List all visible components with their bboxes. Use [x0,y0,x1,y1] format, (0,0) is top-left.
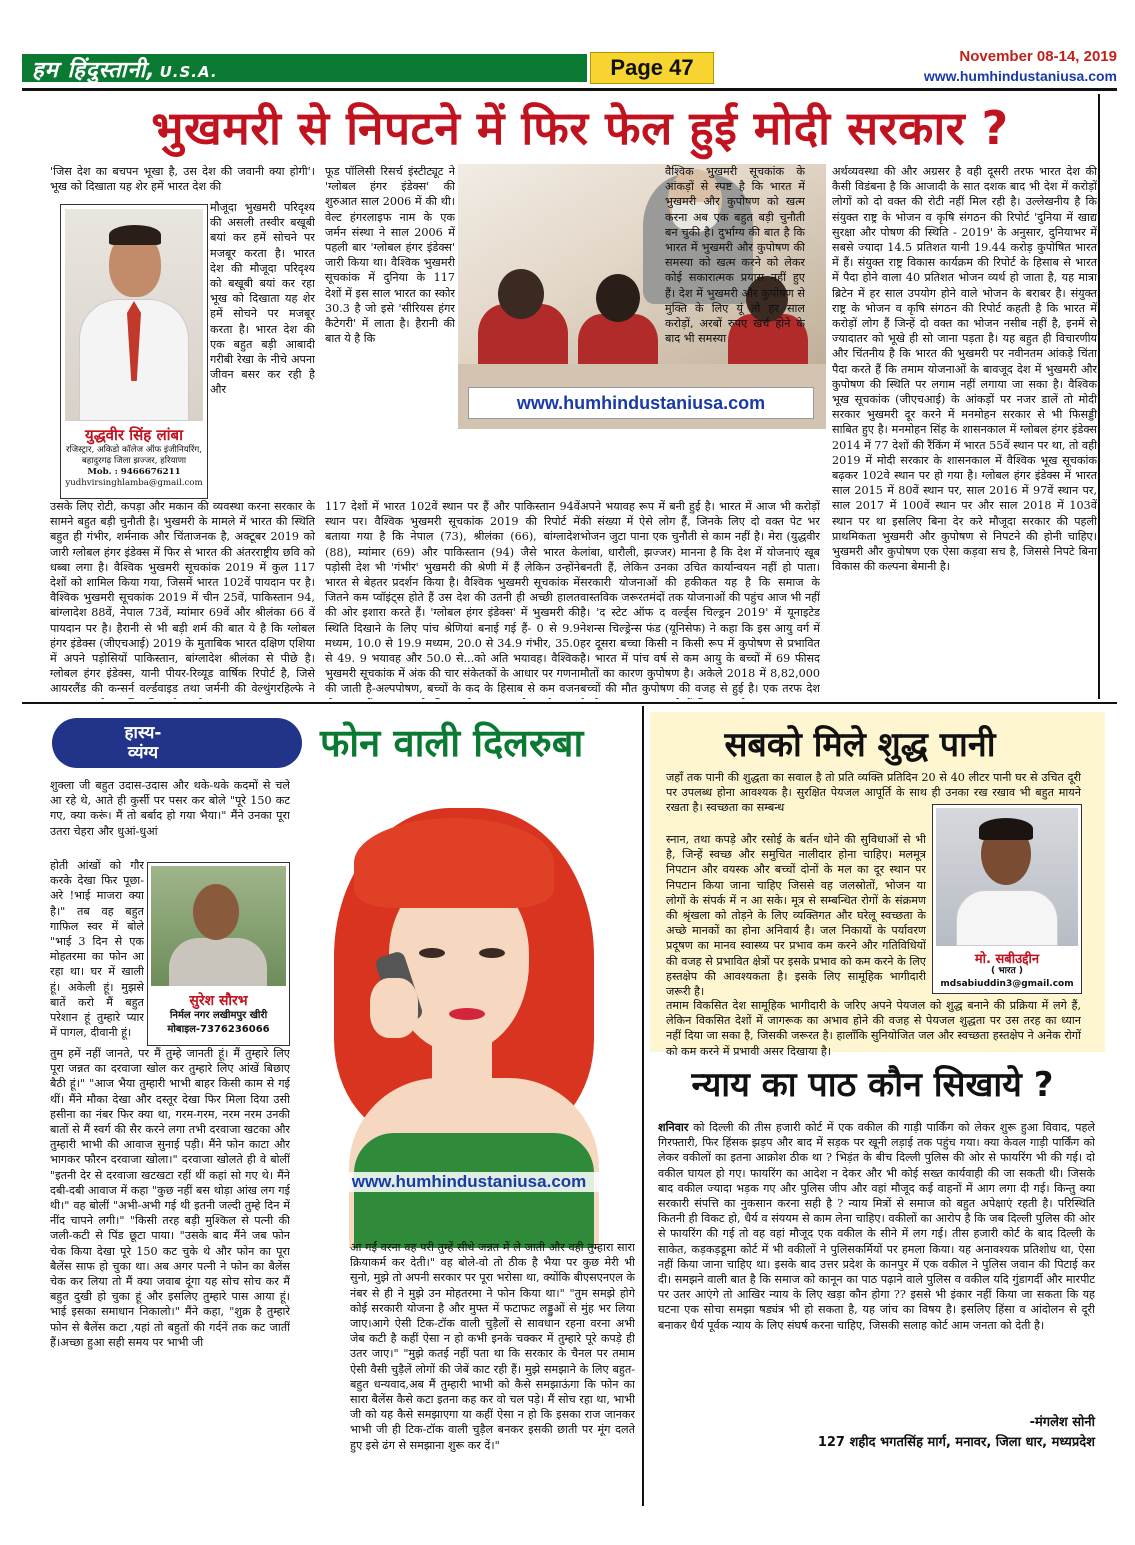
author-info: ( भारत ) mdsabiuddin3@gmail.com [940,966,1074,989]
satire-para-4: आ गईं वरना वह परी तुम्हें सीधे जन्नत में ले जाती और वही तुम्हारा सारा क्रियाकर्म कर देती।" वह बोले-वो तो ठीक है भैया पर कुछ मेरी भी सुनो, मुझे तो अपनी सरकार पर पूरा भरोसा था, क्योंकि बीएसएनएल के नंबर से ही ने मुझे उन मोहतरमा ने फोन किया था।" "तुम समझे होगे कोई सरकारी योजना है और मुफ्त में फटाफट लड्डुओं से मुंह भर लिया जाए।आगे ऐसी टिक-टॉक वाली चुड़ैलों से सावधान रहना वरना अभी जेब कटी है कहीं ऐसा न हो कभी इनके चक्कर में तुम्हारे पूरे कपड़े ही उतर जाए।" "मुझे कतई नहीं पता था कि सरकार के चैनल पर तमाम ऐसी वैसी चुड़ैलें लोगों की जेबें काट रही हैं। मुझे समझाने के लिए बहुत-बहुत धन्यवाद,अब मैं तुम्हारी भाभी को कैसे समझाऊंगा कि फोन का सारा बैलेंस कैसे कटा इतना कह कर वो चल पड़े। मैं सोच रहा था, भाभी जी को यह कैसे समझाएगा या कहीं ऐसा न हो कि इसका राज जानकर भाभी जी ही टिक-टॉक वाली चुड़ैल बनकर इसकी छाती पर मूंग दलते हुए इसे ढंग से समझाना शुरू कर दें।" [350,1241,635,1452]
author-info: निर्मल नगर लखीमपुर खीरी मोबाइल-7376236066 [167,1010,270,1035]
satire-para-3: तुम हमें नहीं जानते, पर मैं तुम्हे जानती हूं। मैं तुम्हारे लिए पूरा जन्नत का दरवाजा खोल कर तुम्हारे लिए आंखें बिछाए बैठी हूं।" "आज भैया तुम्हारी भाभी बाहर किसी काम से गई थीं। मैंने मौका देखा और दस्तूर देखा फिर मिला दिया उसी हसीना का नंबर फिर क्या था, गरम-गरम, नरम नरम उनकी बातों से मैं स्वर्ग की सैर करने लगा तभी दरवाजा खटका और तुम्हारी भाभी की आवाज सुनाई पड़ी। मैंने फोन काटा और भागकर फौरन दरवाजा खोला।" दरवाजा खोलते ही वे बोलीं "इतनी देर से दरवाजा खटखटा रहीं थीं कहां सो गए थे। मैंने दबी-दबी आवाज में कहा "कुछ नहीं बस थोड़ा आंख लग गई थी।" वह बोलीं "अभी-अभी गई थी इतनी जल्दी तुम्हे दिन में नींद चापने लगी।" "किसी तरह बड़ी मुश्किल से पत्नी की जली-कटी से पिंड छूटा पाया। "उसके बाद मैंने जब फोन चेक किया देखा पूरे 150 कट चुके थे और फोन का पूरा बैलेंस साफ हो चुका था। अब अगर पत्नी ने फोन का बैलेंस चेक कर लिया तो मैं क्या जवाब दूंगा यह सोच सोच कर मैं बहुत दुखी हो चुका हूं और इसलिए तुम्हारे पास आया हूं। भाई इसका समाधान निकालो।" मैंने कहा, "शुक्र है तुम्हारे फोन से बैलेंस कटा ,यहां तो बहुतों की गर्दनें तक कट जातीं हैं।अच्छा हुआ सही समय पर भाभी जी [50,1047,290,1349]
section-divider [22,702,1117,704]
issue-date: November 08-14, 2019 [959,48,1117,65]
column-divider [642,706,644,1506]
edition-label: U.S.A. [159,63,218,81]
water-para-1: जहाँ तक पानी की शुद्धता का सवाल है तो प्रति व्यक्ति प्रतिदिन 20 से 40 लीटर पानी घर से उचित दूरी पर उपलब्ध होना आवश्यक है। सुरक्षित पेयजल आपूर्ति के साथ ही उनका रख रखाव भी बहुत मायने रखता है। स्वच्छता का सम्बन्ध [666,771,1081,815]
author-photo [151,866,286,986]
hunger-col3-top: वैश्विक भुखमरी सूचकांक के आंकड़ों से स्पष्ट है कि भारत में भुखमरी और कुपोषण को खत्म करना अब एक बहुत बड़ी चुनौती बन चुकी है। दुर्भाग्य की बात है कि भारत में भुखमरी और कुपोषण की समस्या को खत्म करने को लेकर कोई सकारात्मक प्रयास नहीं हुए हैं। देश में भुखमरी और कुपोषण से मुक्ति के लिए यूं तो हर साल करोड़ों, अरबों रुपए खर्च होने के बाद भी समस्या [665,165,805,346]
satire-tag: हास्य- व्यंग्य [52,718,302,768]
photo-url-banner[interactable]: www.humhindustaniusa.com [468,387,814,419]
water-story [650,712,1105,1058]
justice-body: शनिवार को दिल्ली की तीस हजारी कोर्ट में एक वकील की गाड़ी पार्किंग को लेकर शुरू हुआ विवाद, पहले गिरफ्तारी, फिर हिंसक झड़प और बाद में सड़क पर खूनी लड़ाई तक पहुंच गया। क्या केवल गाड़ी पार्किंग को लेकर वकीलों का इतना आक्रोश ठीक था ? भिड़ंत के बीच दिल्ली पुलिस की ओर से फायरिंग भी की गई। दो वकील घायल हो गए। फायरिंग का आदेश न देकर और भी कोई सख्त कार्यवाही की जा सकती थी। जिसके बाद वकील ज्यादा भड़क गए और पुलिस जीप और वहां मौजूद कई वाहनों में आग लगा दी गई। किन्तु क्या सरकारी संपत्ति का नुकसान करना सही है ? न्याय मित्रों से समाज को बहुत अपेक्षाएं रहती है। परिस्थिति कितनी ही विकट हो, धैर्य व संययम से काम लेना चाहिए। वकीलों का आरोप है कि जब दिल्ली पुलिस की ओर से फायरिंग की गई तो वह वहां मौजूद एक वकील के सीने में लग गई। तीस हजारी कोर्ट के बाद दिल्ली के साकेत, कड़कड़डूमा कोर्ट में भी वकीलों ने पुलिसकर्मियों पर हमला किया। यह अनावश्यक प्रतिशोध था, ऐसा नहीं किया जाना चाहिए था। इसके बाद उत्तर प्रदेश के कानपुर में एक वकील ने पुलिस जवान की पिटाई कर दी। समझने वाली बात है कि समाज को कानून का पाठ पढ़ाने वाले पुलिस व वकील यदि गुंडागर्दी और मारपीट पर उतर आएंगे तो आखिर न्याय के लिए खड़ा कौन होगा ?? इससे भी इंकार नहीं किया जा सकता कि यह घटना एक सोचा समझा षड्यंत्र भी हो सकता है, यह जांच का विषय है। इसलिए हिंसा व आंदोलन से दूरी बनाकर धैर्य पूर्वक न्याय के लिए संघर्ष करना चाहिए, जिसकी सलाह कोर्ट आम जनता को देती है। [658,1120,1095,1332]
hunger-col1-intro: 'जिस देश का बचपन भूखा है, उस देश की जवानी क्या होगी'। भूख को दिखाता यह शेर हमें भारत देश की [50,165,315,194]
page-number: Page 47 [590,52,714,84]
author-card-lamba [60,204,208,499]
hunger-col1-narrow: मौजूदा भुखमरी परिदृश्य की असली तस्वीर बखूबी बयां कर हमें सोचने पर मजबूर करता है। भारत देश की मौजूदा परिदृश्य को बखूबी बयां कर रहा भूख को दिखाता यह शेर हमें सोचने पर मजबूर करता है। भारत देश की एक बहुत बड़ी आबादी गरीबी रेखा के नीचे अपना जीवन बसर कर रही है और [210,201,315,397]
water-headline: सबको मिले शुद्ध पानी [724,725,996,765]
hunger-headline: भुखमरी से निपटने में फिर फेल हुई मोदी सरकार ? [151,101,1009,155]
justice-address: 127 शहीद भगतसिंह मार्ग, मनावर, जिला धार, मध्यप्रदेश [817,1435,1095,1450]
illustration-url[interactable]: www.humhindustaniusa.com [304,1172,634,1192]
satire-para-2: होती आंखों को गौर करके देखा फिर पूछा-अरे !भाई माजरा क्या है।" तब वह बहुत गाफिल स्वर में बोले "भाई 3 दिन से एक मोहतरमा का फोन आ रहा था। घर में खाली हूं। अकेली हूं। मुझसे बातें करो मैं बहुत परेशान हूं तुम्हारे प्यार में पागल, दीवानी हूं। [50,859,144,1040]
author-info: रजिस्ट्रार, अकिडो कॉलेज ऑफ इंजीनियरिंग, बहादुरगढ़ जिला झज्जर, हरियाणा Mob. : 9466676211 yudhvirsinghlamba@gmail.com [65,445,203,488]
author-name: सुरेश सौरभ [189,993,248,1009]
hunger-col3-body: अपने भयावह रूप में बनी हुई है। भारत में आज भी करोड़ों की संख्या में ऐसे लोग हैं, जिनके लिए दो वक्त पेट भर भोजन जुटा पाना एक चुनौती से काम नहीं है। मेरा (युद्धवीर लांबा, धारौली, झज्जर) मानना है कि देश में योजनाएं खूब बनती हैं, लेकिन उनका उचित कार्यान्वयन नहीं हो पाता। सरकारी योजनाओं की हकीकत यह है कि समाज के वास्तविक जरूरतमंदों तक योजनाओं की पहुंच आज भी नहीं है। 'द स्टेट ऑफ द वर्ल्ड्स चिल्ड्रन 2019' में यूनाइटेड नेशन्स चिल्ड्रेन्स फंड (यूनिसेफ) ने कहा कि इस आयु वर्ग में हर दूसरा बच्चा किसी न किसी रूप में कुपोषण से प्रभावित है। भारत में पांच वर्ष से कम आयु के बच्चों में 69 फीसद मौतों का कारण कुपोषण है। अकेले 2018 में 8,82,000 बच्चों की मौत कुपोषण की वजह से हुई है। एक तरफ देश [580,500,820,696]
water-para-2: स्नान, तथा कपड़े और रसोई के बर्तन धोने की सुविधाओं से भी है, जिन्हें स्वच्छ और समुचित नालीदार होना चाहिए। मलमूत्र निपटान और वयस्क और बच्चों दोनों के मल का दूर स्थान पर निपटान किया जाना चाहिए जिससे वह जलस्रोतों, भोजन या लोगों के संपर्क में न आ सके। मूत्र से सम्बन्धित रोगों के संक्रमण की श्रृंखला को तोड़ने के लिए व्यक्तिगत और घरेलू स्वच्छता के अच्छे मानकों का होना अनिवार्य है। जल निकायों के पर्यावरण प्रदूषण का मानव स्वास्थ्य पर प्रभाव कम करने और गतिविधियों की वजह से प्रभावित क्षेत्रों पर इसके प्रभाव को कम करने के लिए हस्तक्षेप की आवश्यकता है। इसके लिए सामूहिक भागीदारी जरूरी है। [666,833,926,998]
water-para-3: तमाम विकसित देश सामूहिक भागीदारी के जरिए अपने पेयजल को शुद्ध बनाने की प्रक्रिया में लगे हैं, लेकिन विकसित देशों में जागरूक का अभाव होने की वजह से पेयजल शुद्धता पर उस तरह का ध्यान नहीं दिया जा सका है, जिसकी जरूरत है। हालाँकि सुनियोजित जल और स्वच्छता हस्तक्षेप ने अनेक रोगों को कम करने में प्रभावी असर दिखाया है। [666,999,1081,1058]
masthead-rule [22,88,1117,91]
website-link[interactable]: www.humhindustaniusa.com [923,68,1117,84]
hunger-col4: अर्थव्यवस्था की और अग्रसर है वही दूसरी तरफ भारत देश की कैसी विडंबना है कि आजादी के सात दशक बाद भी देश में करोड़ों लोगों को दो वक्त की रोटी नहीं मिल रही है। उल्लेखनीय है कि संयुक्त राष्ट्र के भोजन व कृषि संगठन की रिपोर्ट 'दुनिया में खाद्य सुरक्षा और पोषण की स्थिति - 2019' के अनुसार, दुनियाभर में सबसे ज्यादा 14.5 प्रतिशत यानी 19.44 करोड़ कुपोषित भारत में हैं। संयुक्त राष्ट्र विकास कार्यक्रम की रिपोर्ट के हिसाब से भारत में पैदा होने वाला 40 प्रतिशत भोजन व्यर्थ हो जाता है, यह मात्रा ब्रिटेन में हर साल उपयोग होने वाले भोजन के बराबर है। संयुक्त राष्ट्र के भोजन व कृषि संगठन की रिपोर्ट कहती है कि भारत में करोड़ों लोग हैं जिन्हें दो वक्त का भोजन नसीब नहीं है, इनमें से ज्यादातर को भूखे ही सो जाना पड़ता है। यह बहुत ही विचारणीय और चिंतनीय है कि भारत की भुखमरी पर नवीनतम आंकड़े चिंता पैदा करते हैं कि तमाम योजनाओं के बावजूद देश में भुखमरी और कुपोषण की स्थिति पर लगाम नहीं लगाया जा सका है। वैश्विक भूख सूचकांक (जीएचआई) के आंकड़ों पर नजर डालें तो मोदी सरकार भुखमरी दूर करने में मनमोहन सरकार से भी फिसड्डी साबित हुए है। मनमोहन सिंह के शासनकाल में ग्लोबल हंगर इंडेक्स 2014 में 77 देशों की रैंकिंग में भारत 55वें स्थान पर था, तो वही 2019 में मोदी सरकार के शासनकाल में वैश्विक भूख सूचकांक बढ़कर 102वे स्थान पर हो गया है। ग्लोबल हंगर इंडेक्स में भारत साल 2015 में 80वें स्थान पर, साल 2016 में 97वें स्थान पर, साल 2017 में 100वें स्थान पर और साल 2018 में 103वें स्थान पर था इसलिए बिना देर करे मौजूदा सरकार की पहली प्राथमिकता भुखमरी और कुपोषण से निपटने की होनी चाहिए। भुखमरी और कुपोषण एक ऐसा कड़वा सच है, जिससे निपटे बिना विकास की कल्पना बेमानी है। [832,165,1097,574]
author-name: युद्धवीर सिंह लांबा [85,426,183,444]
satire-story [50,712,635,1502]
hunger-col2-top: फूड पॉलिसी रिसर्च इंस्टीट्यूट ने 'ग्लोबल हंगर इंडेक्स' की शुरुआत साल 2006 में की थी। वेल्ट हंगरलाइफ नाम के एक जर्मन संस्था ने साल 2006 में पहली बार 'ग्लोबल हंगर इंडेक्स' जारी किया था। वैश्विक भुखमरी सूचकांक में दुनिया के 117 देशों में इस साल भारत का स्कोर 30.3 है जो इसे 'सीरियस हंगर कैटेगरी' में लाता है। हैरानी की बात ये है कि [325,165,455,346]
author-card-sabiuddin [932,804,1082,994]
masthead [22,46,1117,86]
newspaper-title: हम हिंदुस्तानी, U.S.A. [32,58,218,83]
author-photo [936,808,1078,946]
satire-para-1: शुक्ला जी बहुत उदास-उदास और थके-थके कदमों से चले आ रहे थे, आते ही कुर्सी पर पसर कर बोले "पूरे 150 कट गए, क्या करूं। मैं तो बर्बाद हो गया भैया।" मैंने उनका पूरा उतरा चेहरा और धुआं-धुआं [50,779,290,838]
hunger-story [50,94,1100,699]
author-name: मो. सबीउद्दीन [974,952,1040,967]
justice-story [650,1060,1105,1500]
justice-headline: न्याय का पाठ कौन सिखाये ? [691,1065,1054,1105]
author-card-saurabh [147,862,290,1046]
hunger-col1-body: उसके लिए रोटी, कपड़ा और मकान की व्यवस्था करना सरकार के सामने बहुत बड़ी चुनौती है। भुखमरी के मामले में भारत की स्थिति बहुत ही गंभीर, शर्मनाक और चिंताजनक है, अक्टूबर 2019 को जारी ग्लोबल हंगर इंडेक्स में फिर से भारत की अंतरराष्ट्रीय छवि को धब्बा लगा है। वैश्विक भुखमरी सूचकांक 2019 में कुल 117 देशों को शामिल किया गया, जिसमें भारत 102वें पायदान पर है। वैश्विक भुखमरी सूचकांक 2019 में चीन 25वें, पाकिस्तान 94, बांग्लादेश 88वें, नेपाल 73वें, म्यांमार 69वें और श्रीलंका 66 वें पायदान पर है। हैरानी से भी बड़ी शर्म की बात ये है कि ग्लोबल हंगर इंडेक्स (जीएचआई) 2019 के मुताबिक भारत दक्षिण एशिया में अपने पड़ोसियों पाकिस्तान, बांग्लादेश श्रीलंका से पीछे है। ग्लोबल हंगर इंडेक्स, यानी पीयर-रिव्यूड वार्षिक रिपोर्ट है, जिसे आयरलैंड की कन्सर्न वर्ल्डवाइड तथा जर्मनी की वेल्थुंगरहिल्फे ने [50,500,315,696]
hunger-col2-body: 117 देशों में भारत 102वें स्थान पर हैं और पाकिस्तान 94वें स्थान पर। वैश्विक भुखमरी सूचकांक 2019 की रिपोर्ट में बताया गया है कि नेपाल (73), श्रीलंका (66), बांग्लादेश (88), म्यांमार (69) और पाकिस्तान (94) जैसे भारत के पड़ोसी देश भी 'गंभीर' भुखमरी की श्रेणी में हैं लेकिन उन्होंने भारत से बेहतर प्रदर्शन किया है। वैश्विक भुखमरी सूचकांक में जितने कम प्वॉइंट्स होते हैं उस देश की उतनी ही अच्छी हालत की ओर इशारा करते हैं। 'ग्लोबल हंगर इंडेक्स' में भुखमरी की स्थिति दिखाने के लिए पांच श्रेणियां बनाई गई हैं- 0 से 9.9 मध्यम, 10.0 से 19.9 मध्यम, 20.0 से 34.9 गंभीर, 35.0 से 49. 9 भयावह और 50.0 से...को अति भयावह। वैश्विक भुखमरी सूचकांक में अंक की चार संकेतकों के आधार पर गणना की जाती है-अल्पपोषण, बच्चों के कद के हिसाब से कम वजन [325,500,580,696]
author-photo [65,209,203,421]
satire-headline: फोन वाली दिलरुबा [320,721,584,765]
justice-signature: -मंगलेश सोनी [1029,1415,1095,1430]
